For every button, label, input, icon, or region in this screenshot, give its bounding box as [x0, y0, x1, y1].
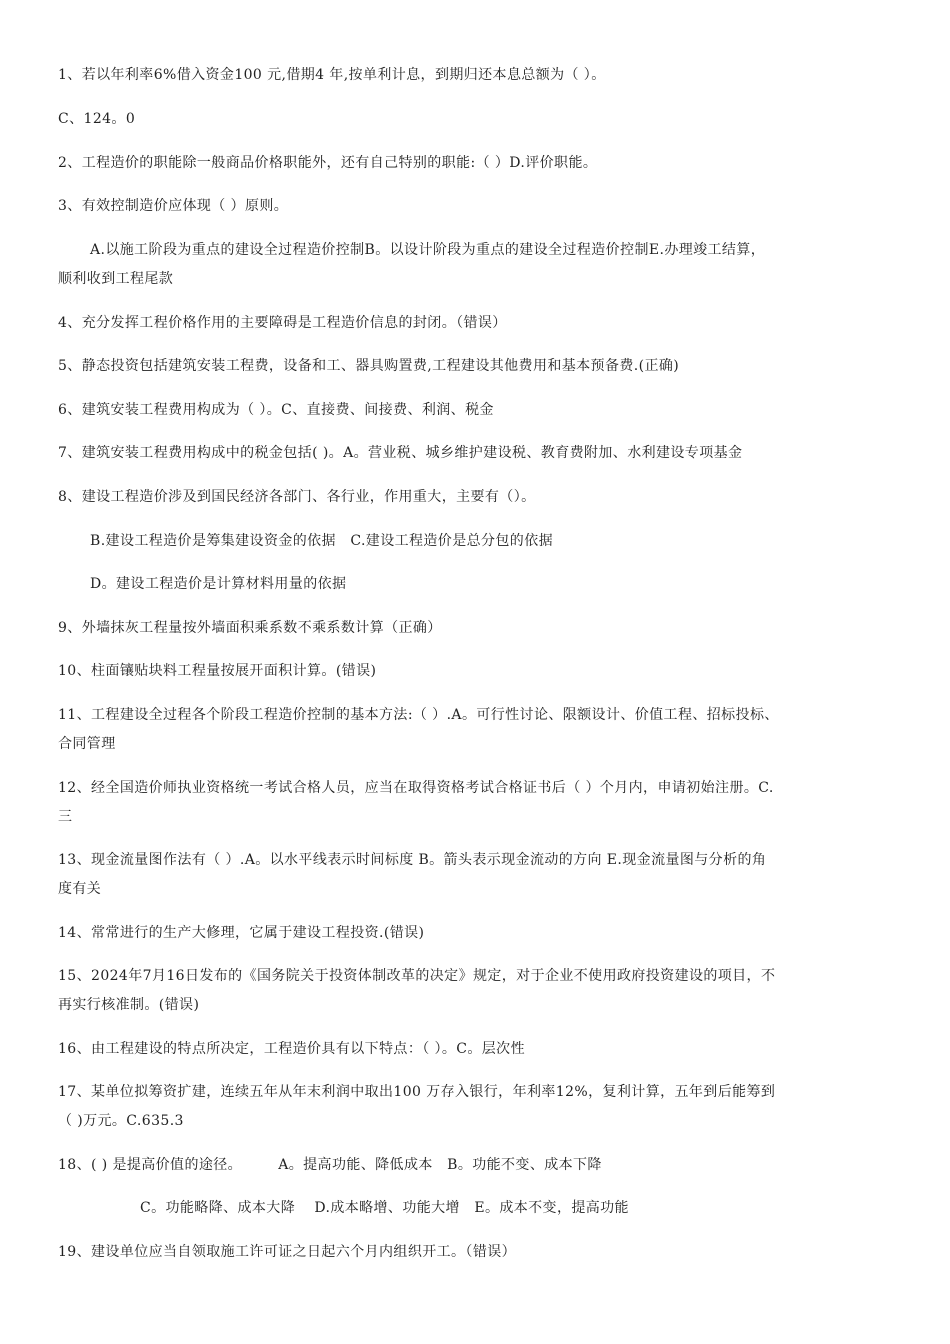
question-13-line-2: 度有关	[58, 881, 102, 897]
question-7: 7、建筑安装工程费用构成中的税金包括( )。A。营业税、城乡维护建设税、教育费附加、水利建设专项基金	[58, 445, 743, 461]
answer-3-line-2: 顺利收到工程尾款	[58, 271, 174, 287]
question-8: 8、建设工程造价涉及到国民经济各部门、各行业，作用重大，主要有（）。	[58, 489, 536, 505]
question-12-line-2: 三	[58, 809, 73, 825]
question-15-line-2: 再实行核准制。(错误)	[58, 997, 200, 1013]
answer-8-line-1: B.建设工程造价是筹集建设资金的依据 C.建设工程造价是总分包的依据	[90, 533, 553, 549]
question-5: 5、静态投资包括建筑安装工程费，设备和工、器具购置费,工程建设其他费用和基本预备费.(正确)	[58, 358, 680, 374]
question-3: 3、有效控制造价应体现（ ）原则。	[58, 198, 289, 214]
question-9: 9、外墙抹灰工程量按外墙面积乘系数不乘系数计算（正确）	[58, 620, 442, 636]
question-15-line-1: 15、2024年7月16日发布的《国务院关于投资体制改革的决定》规定，对于企业不使用政府投资建设的项目，不	[58, 968, 776, 984]
question-17-line-1: 17、某单位拟筹资扩建，连续五年从年末利润中取出100 万存入银行，年利率12%，复利计算，五年到后能筹到	[58, 1084, 776, 1100]
question-18: 18、( ) 是提高价值的途径。 A。提高功能、降低成本 B。功能不变、成本下降	[58, 1157, 602, 1173]
question-17-line-2: （ )万元。C.635.3	[58, 1113, 184, 1129]
question-12-line-1: 12、经全国造价师执业资格统一考试合格人员，应当在取得资格考试合格证书后（ ）个月内，申请初始注册。C.	[58, 780, 774, 796]
answer-8-line-2: D。建设工程造价是计算材料用量的依据	[90, 576, 347, 592]
question-16: 16、由工程建设的特点所决定，工程造价具有以下特点：（ ）。C。层次性	[58, 1041, 525, 1057]
question-6: 6、建筑安装工程费用构成为（ ）。C、直接费、间接费、利润、税金	[58, 402, 494, 418]
question-14: 14、常常进行的生产大修理，它属于建设工程投资.(错误)	[58, 925, 425, 941]
question-11-line-2: 合同管理	[58, 736, 116, 752]
answer-18: C。功能略降、成本大降 D.成本略增、功能大增 E。成本不变，提高功能	[140, 1200, 629, 1216]
question-11-line-1: 11、工程建设全过程各个阶段工程造价控制的基本方法:（ ）.A。可行性讨论、限额设计、价值工程、招标投标、	[58, 707, 779, 723]
answer-1: C、124。0	[58, 111, 136, 127]
question-1: 1、若以年利率6%借入资金100 元,借期4 年,按单利计息，到期归还本息总额为（ ）。	[58, 67, 606, 83]
question-19: 19、建设单位应当自领取施工许可证之日起六个月内组织开工。（错误）	[58, 1244, 517, 1260]
question-13-line-1: 13、现金流量图作法有（ ）.A。以水平线表示时间标度 B。箭头表示现金流动的方向 E.现金流量图与分析的角	[58, 852, 767, 868]
question-10: 10、柱面镶贴块料工程量按展开面积计算。(错误)	[58, 663, 377, 679]
answer-3-line-1: A.以施工阶段为重点的建设全过程造价控制B。以设计阶段为重点的建设全过程造价控制E.办理竣工结算，	[90, 242, 766, 258]
question-4: 4、充分发挥工程价格作用的主要障碍是工程造价信息的封闭。（错误）	[58, 315, 507, 331]
question-2: 2、工程造价的职能除一般商品价格职能外，还有自己特别的职能:（ ）D.评价职能。	[58, 155, 598, 171]
